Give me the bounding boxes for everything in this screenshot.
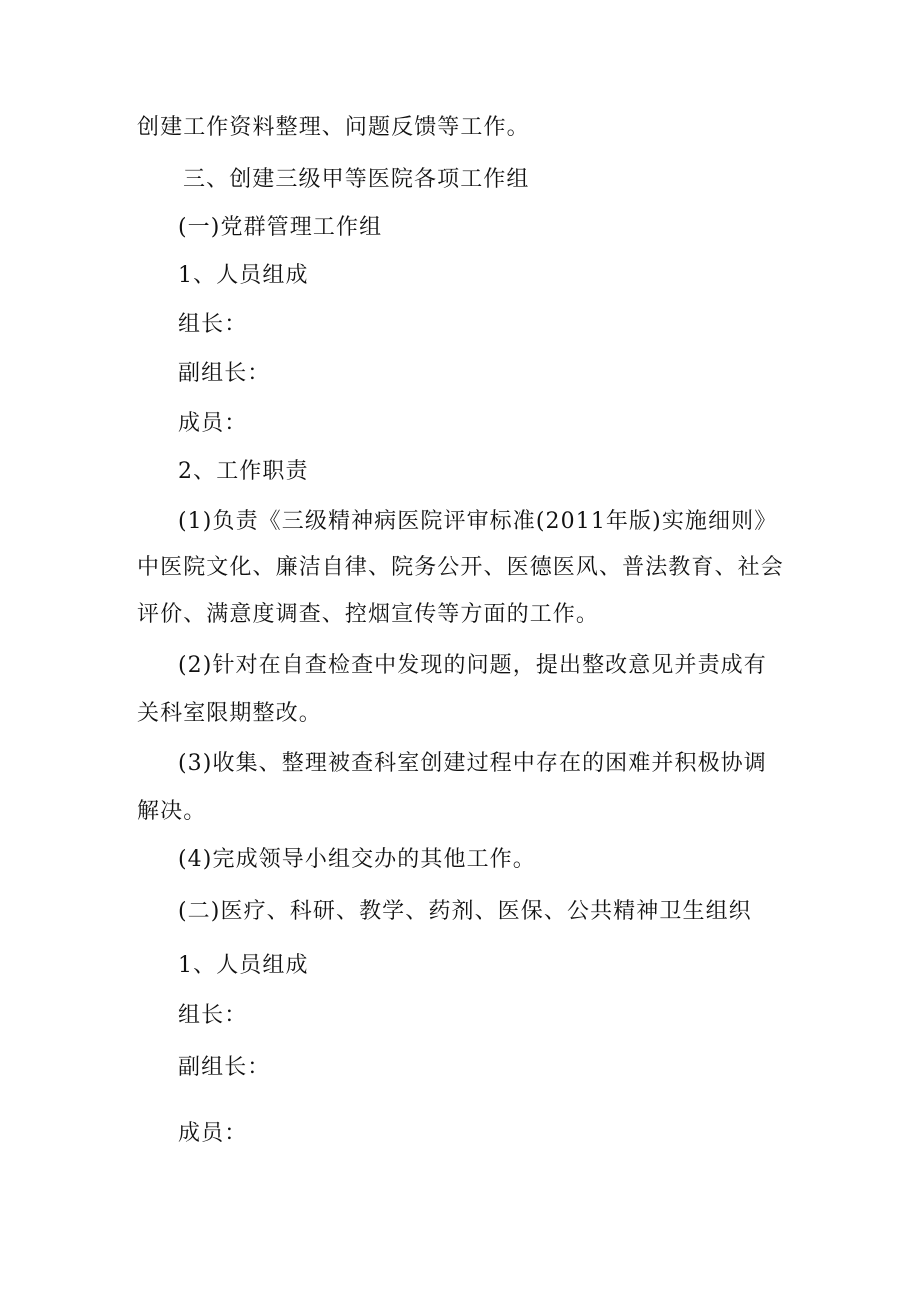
- paragraph-line: 中医院文化、廉洁自律、院务公开、医德医风、普法教育、社会: [137, 555, 784, 580]
- item-heading: 2、工作职责: [178, 459, 309, 484]
- subsection-heading: (二)医疗、科研、教学、药剂、医保、公共精神卫生组织: [178, 899, 752, 924]
- paragraph-line: (3)收集、整理被查科室创建过程中存在的困难并积极协调: [178, 751, 767, 776]
- item-heading: 1、人员组成: [178, 953, 309, 978]
- field-label: 成员：: [178, 411, 248, 436]
- paragraph-line: 关科室限期整改。: [137, 701, 322, 726]
- section-heading: 三、创建三级甲等医院各项工作组: [183, 167, 530, 192]
- paragraph-line: 评价、满意度调查、控烟宣传等方面的工作。: [137, 602, 600, 627]
- item-heading: 1、人员组成: [178, 263, 309, 288]
- field-label: 组长：: [178, 312, 248, 337]
- paragraph-line: (1)负责《三级精神病医院评审标准(2011年版)实施细则》: [178, 509, 778, 534]
- field-label: 副组长：: [178, 361, 271, 386]
- paragraph-line: (4)完成领导小组交办的其他工作。: [178, 847, 536, 872]
- paragraph-line: 解决。: [137, 799, 207, 824]
- field-label: 副组长：: [178, 1055, 271, 1080]
- field-label: 成员：: [178, 1121, 248, 1146]
- paragraph-line: 创建工作资料整理、问题反馈等工作。: [137, 115, 530, 140]
- field-label: 组长：: [178, 1003, 248, 1028]
- paragraph-line: (2)针对在自查检查中发现的问题，提出整改意见并责成有: [178, 653, 767, 678]
- subsection-heading: (一)党群管理工作组: [178, 215, 383, 240]
